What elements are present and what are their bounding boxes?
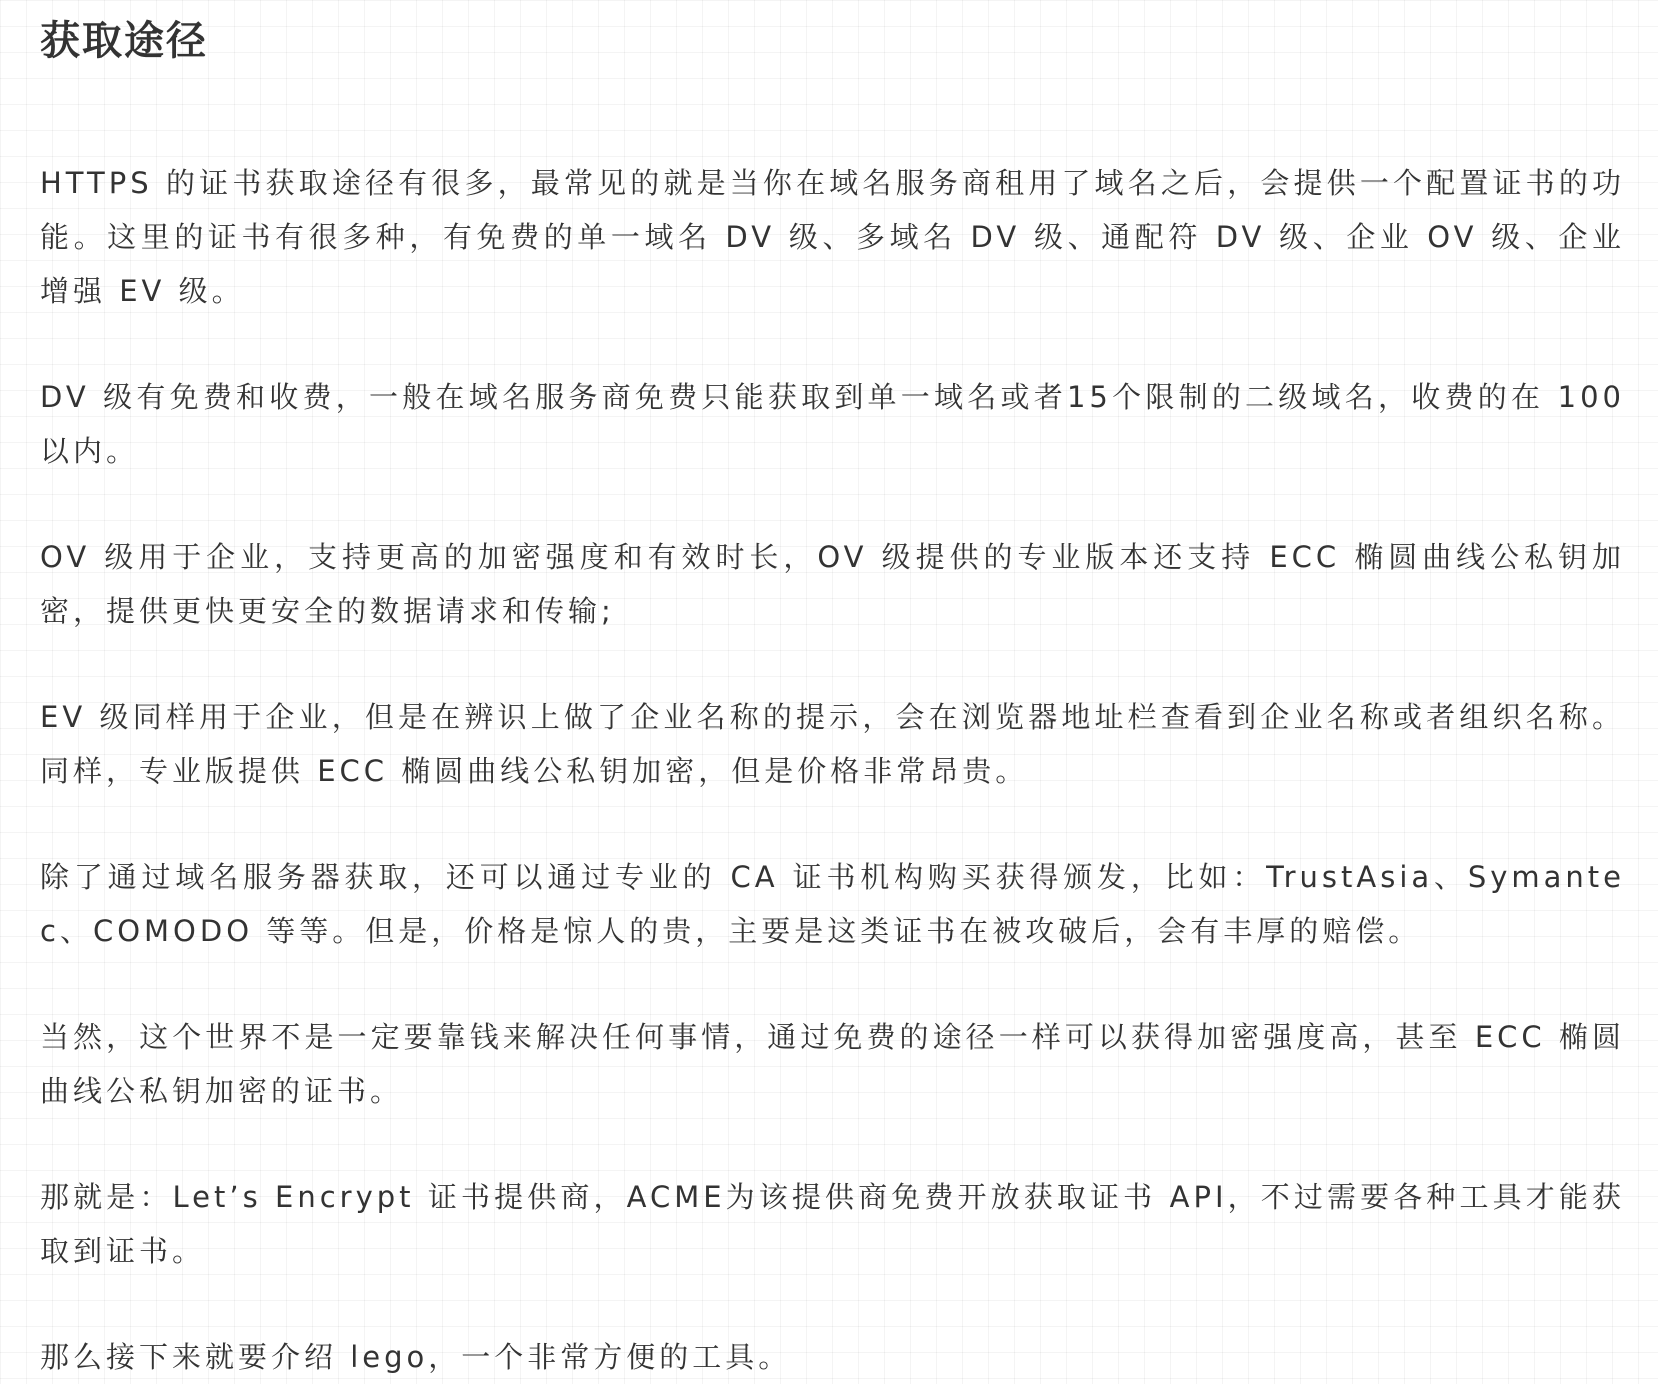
paragraph-ca-vendors: 除了通过域名服务器获取，还可以通过专业的 CA 证书机构购买获得颁发，比如：TrustAsia、Symantec、COMODO 等等。但是，价格是惊人的贵，主要是这类证书在被攻破后，会有丰厚的赔偿。	[40, 860, 1625, 948]
paragraph-lets-encrypt: 那就是：Let’s Encrypt 证书提供商，ACME为该提供商免费开放获取证书 API，不过需要各种工具才能获取到证书。	[40, 1180, 1625, 1268]
paragraph-ov-level: OV 级用于企业，支持更高的加密强度和有效时长，OV 级提供的专业版本还支持 ECC 椭圆曲线公私钥加密，提供更快更安全的数据请求和传输;	[40, 540, 1625, 628]
paragraph-free-option: 当然，这个世界不是一定要靠钱来解决任何事情，通过免费的途径一样可以获得加密强度高，甚至 ECC 椭圆曲线公私钥加密的证书。	[40, 1020, 1625, 1108]
section-title: 获取途径	[40, 18, 208, 64]
paragraph-lego-intro: 那么接下来就要介绍 lego，一个非常方便的工具。	[40, 1340, 792, 1374]
paragraph-dv-level: DV 级有免费和收费，一般在域名服务商免费只能获取到单一域名或者15个限制的二级域名，收费的在 100 以内。	[40, 380, 1625, 468]
paragraph-ev-level: EV 级同样用于企业，但是在辨识上做了企业名称的提示，会在浏览器地址栏查看到企业名称或者组织名称。同样，专业版提供 ECC 椭圆曲线公私钥加密，但是价格非常昂贵。	[40, 700, 1625, 788]
paragraph-certificate-sources: HTTPS 的证书获取途径有很多，最常见的就是当你在域名服务商租用了域名之后，会提供一个配置证书的功能。这里的证书有很多种，有免费的单一域名 DV 级、多域名 DV 级、通配符 DV 级、企业 OV 级、企业增强 EV 级。	[40, 166, 1625, 308]
article	[40, 0, 1625, 1384]
